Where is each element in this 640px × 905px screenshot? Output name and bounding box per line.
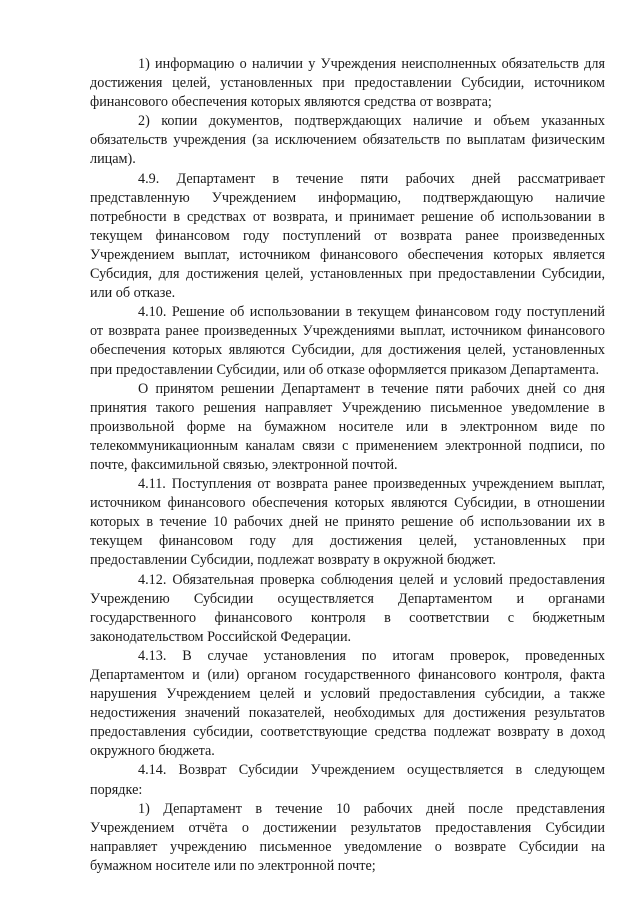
paragraph-4-13: 4.13. В случае установления по итогам проверок, проведенных Департаментом и (или) органом государственного финансового контроля, факта нарушения Учреждением целей и условий предоставления субсидии, а также недостижения значений показателей, необходимых для достижения результатов предоставления субсидии, соответствующие средства подлежат возврату в доход окружного бюджета. [90,647,605,760]
paragraph-4-12: 4.12. Обязательная проверка соблюдения целей и условий предоставления Учреждению Субсидии осуществляется Департаментом и органами государственного финансового контроля в соответствии с бюджетным законодательством Российской Федерации. [90,571,605,645]
paragraph-4-11: 4.11. Поступления от возврата ранее произведенных учреждением выплат, источником финансового обеспечения которых являются Субсидии, в отношении которых в течение 10 рабочих дней не принято решение об использовании их в текущем финансовом году для достижения целей, установленных при предоставлении Субсидии, подлежат возврату в окружной бюджет. [90,476,605,569]
paragraph-item-1-department: 1) Департамент в течение 10 рабочих дней после представления Учреждением отчёта о достижении результатов предоставления Субсидии направляет учреждению письменное уведомление о возврате Субсидии на бумажном носителе или по электронной почте; [90,800,605,874]
paragraph-4-14: 4.14. Возврат Субсидии Учреждением осуществляется в следующем порядке: [90,762,605,798]
paragraph-4-10: 4.10. Решение об использовании в текущем финансовом году поступлений от возврата ранее произведенных Учреждениями выплат, источником финансового обеспечения которых являются Субсидии, для достижения целей, установленных при предоставлении Субсидии, или об отказе оформляется приказом Департамента. [90,304,605,378]
paragraph-item-2-copies: 2) копии документов, подтверждающих наличие и объем указанных обязательств учреждения (за исключением обязательств по выплатам физическим лицам). [90,113,605,168]
document-page [90,55,605,876]
paragraph-4-9: 4.9. Департамент в течение пяти рабочих дней рассматривает представленную Учреждением информацию, подтверждающую наличие потребности в средствах от возврата, и принимает решение об использовании в текущем финансовом году поступлений от возврата ранее произведенных Учреждением выплат, источником финансового обеспечения которых является Субсидия, для достижения целей, установленных при предоставлении Субсидии, или об отказе. [90,170,605,302]
paragraph-item-1-info: 1) информацию о наличии у Учреждения неисполненных обязательств для достижения целей, установленных при предоставлении Субсидии, источником финансового обеспечения которых являются средства от возврата; [90,56,605,111]
paragraph-decision-notice: О принятом решении Департамент в течение пяти рабочих дней со дня принятия такого решения направляет Учреждению письменное уведомление в произвольной форме на бумажном носителе или в электронном виде по телекоммуникационным каналам связи с применением электронной подписи, по почте, факсимильной связью, электронной почтой. [90,380,605,473]
